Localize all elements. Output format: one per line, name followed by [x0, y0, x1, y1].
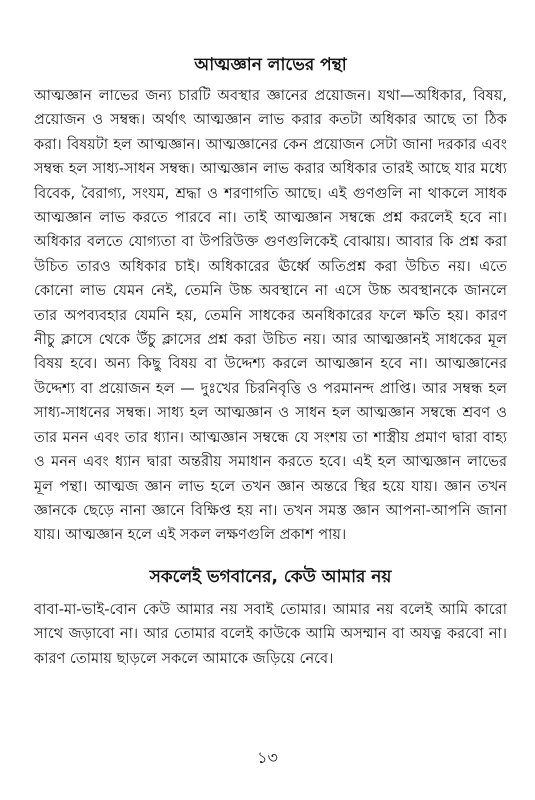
paragraph-sakolei-bhagabaner: বাবা-মা-ভাই-বোন কেউ আমার নয় সবাই তোমার। আমার নয় বলেই আমি কারো সাথে জড়াবো না। আর তোমার বলেই কাউকে আমি অসম্মান বা অযত্ন করবো না। কারণ তোমায় ছাড়লে সকলে আমাকে জড়িয়ে নেবে। [34, 600, 507, 667]
page-number: ১৩ [257, 748, 278, 767]
section-heading-atmajnan: আত্মজ্ঞান লাভের পন্থা [194, 55, 347, 75]
paragraph-atmajnan: আত্মজ্ঞান লাভের জন্য চারটি অবস্থার জ্ঞানের প্রয়োজন। যথা—অধিকার, বিষয়, প্রয়োজন ও সম্বন্ধ। অর্থাৎ আত্মজ্ঞান লাভ করার কতটা অধিকার আছে তা ঠিক করা। বিষয়টা হল আত্মজ্ঞান। আত্মজ্ঞানের কেন প্রয়োজন সেটা জানা দরকার এবং সম্বন্ধ হল সাধ্য-সাধন সম্বন্ধ। আত্মজ্ঞান লাভ করার অধিকার তারই আছে যার মধ্যে বিবেক, বৈরাগ্য, সংযম, শ্রদ্ধা ও শরণাগতি আছে। এই গুণগুলি না থাকলে সাধক আত্মজ্ঞান লাভ করতে পারবে না। তাই আত্মজ্ঞান সম্বন্ধে প্রশ্ন করলেই হবে না। অধিকার বলতে যোগ্যতা বা উপরিউক্ত গুণগুলিকেই বোঝায়। আবার কি প্রশ্ন করা উচিত তারও অধিকার চাই। অধিকারের ঊর্ধ্বে অতিপ্রশ্ন করা উচিত নয়। এতে কোনো লাভ যেমন নেই, তেমনি উচ্চ অবস্থানে না এসে উচ্চ অবস্থানকে জানলে তার অপব্যবহার যেমনি হয়, তেমনি সাধকের অনধিকারের ফলে ক্ষতি হয়। কারণ নীচু ক্লাসে থেকে উঁচু ক্লাসের প্রশ্ন করা উচিত নয়। আর আত্মজ্ঞানই সাধকের মূল বিষয় হবে। অন্য কিছু বিষয় বা উদ্দেশ্য করলে আত্মজ্ঞান হবে না। আত্মজ্ঞানের উদ্দেশ্য বা প্রয়োজন হল — দুঃখের চিরনিবৃত্তি ও পরমানন্দ প্রাপ্তি। আর সম্বন্ধ হল সাধ্য-সাধনের সম্বন্ধ। সাধ্য হল আত্মজ্ঞান ও সাধন হল আত্মজ্ঞান সম্বন্ধে শ্রবণ ও তার মনন এবং তার ধ্যান। আত্মজ্ঞান সম্বন্ধে যে সংশয় তা শাস্ত্রীয় প্রমাণ দ্বারা বাহ্য ও মনন এবং ধ্যান দ্বারা অন্তরীয় সমাধান করতে হবে। এই হল আত্মজ্ঞান লাভের মূল পন্থা। আত্মজ জ্ঞান লাভ হলে তখন জ্ঞান অন্তরে স্থির হয়ে যায়। জ্ঞান তখন জ্ঞানকে ছেড়ে নানা জ্ঞানে বিক্ষিপ্ত হয় না। তখন সমস্ত জ্ঞান আপনা-আপনি জানা যায়। আত্মজ্ঞান হলে এই সকল লক্ষণগুলি প্রকাশ পায়। [34, 87, 507, 544]
section-heading-sakolei-bhagabaner: সকলেই ভগবানের, কেউ আমার নয় [149, 566, 392, 587]
